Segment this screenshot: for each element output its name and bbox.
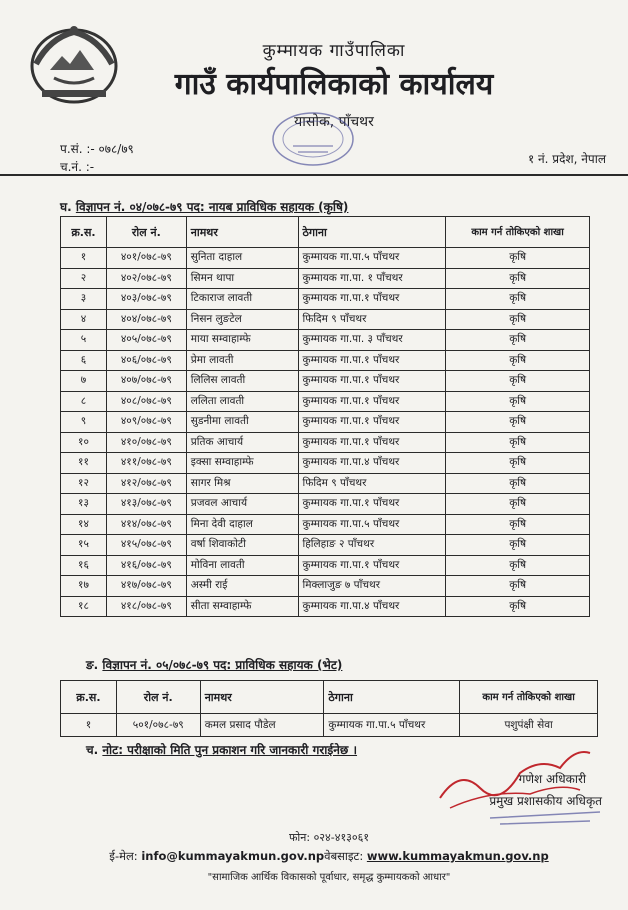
cell-branch: कृषि [446,371,590,392]
email-label: ई-मेल: [109,849,138,863]
table-row [61,576,590,597]
cell-roll: ४०७/०७८-७९ [106,371,186,392]
cell-serial: १८ [61,596,107,617]
table-row [61,309,590,330]
cell-branch: कृषि [446,576,590,597]
signatory-name: गणेश अधिकारी [518,772,586,786]
table-row [61,391,590,412]
footer-slogan: "सामाजिक आर्थिक विकासको पूर्वाधार, समृद्ध कुम्मायकको आधार" [207,872,451,883]
table-header-row [61,681,598,714]
cell-name: मिना देवी दाहाल [186,514,298,535]
table-row [61,514,590,535]
column-header-address: ठेगाना [324,681,460,714]
table-row [61,248,590,269]
footer-contact [0,849,628,864]
cell-roll: ४१७/०७८-७९ [106,576,186,597]
cell-branch: कृषि [446,248,590,269]
cell-name: वर्षा शिवाकोटी [186,535,298,556]
note-prefix: च. [86,743,99,757]
cell-address: कुम्मायक गा.पा.५ पाँचथर [298,248,446,269]
table-row [61,412,590,433]
cell-branch: कृषि [446,596,590,617]
table-row [61,535,590,556]
cell-address: कुम्मायक गा.पा.१ पाँचथर [298,289,446,310]
column-header-roll: रोल नं. [116,681,200,714]
cell-address: हिलिहाङ २ पाँचथर [298,535,446,556]
cell-name: इक्सा सम्वाहाम्फे [186,453,298,474]
column-header-roll: रोल नं. [106,217,186,248]
cell-serial: १४ [61,514,107,535]
cell-roll: ४०२/०७८-७९ [106,268,186,289]
table-row [61,371,590,392]
office-title: गाउँ कार्यपालिकाको कार्यालय [174,67,494,102]
cell-roll: ४०३/०७८-७९ [106,289,186,310]
cell-address: कुम्मायक गा.पा.१ पाँचथर [298,432,446,453]
cell-serial: ४ [61,309,107,330]
table-header-row [61,217,590,248]
cell-address: कुम्मायक गा.पा.५ पाँचथर [324,714,460,737]
cell-name: टिकाराज लावती [186,289,298,310]
letter-number: प.सं. :- ०७८/७९ [60,142,134,156]
cell-address: कुम्मायक गा.पा.१ पाँचथर [298,371,446,392]
table-row [61,494,590,515]
cell-address: फिदिम ९ पाँचथर [298,309,446,330]
cell-branch: कृषि [446,535,590,556]
cell-serial: ६ [61,350,107,371]
column-header-name: नामथर [186,217,298,248]
cell-roll: ४०९/०७८-७९ [106,412,186,433]
cell-branch: कृषि [446,350,590,371]
email-link[interactable]: info@kummayakmun.gov.np [141,849,325,863]
cell-address: कुम्मायक गा.पा.५ पाँचथर [298,514,446,535]
cell-name: माया सम्वाहाम्फे [186,330,298,351]
cell-address: कुम्मायक गा.पा. १ पाँचथर [298,268,446,289]
cell-roll: ४०६/०७८-७९ [106,350,186,371]
cell-roll: ४१६/०७८-७९ [106,555,186,576]
cell-address: कुम्मायक गा.पा.१ पाँचथर [298,350,446,371]
cell-branch: कृषि [446,473,590,494]
table-row [61,350,590,371]
column-header-branch: काम गर्न तोकिएको शाखा [446,217,590,248]
website-link[interactable]: www.kummayakmun.gov.np [366,849,549,863]
section1-prefix: घ. [60,200,72,214]
cell-name: अस्मी राई [186,576,298,597]
table-row [61,330,590,351]
cell-roll: ५०१/०७८-७९ [116,714,200,737]
column-header-serial: क्र.स. [61,217,107,248]
cell-address: कुम्मायक गा.पा.१ पाँचथर [298,412,446,433]
province: १ नं. प्रदेश, नेपाल [527,152,606,166]
cell-serial: १ [61,714,117,737]
section1-title: विज्ञापन नं. ०४/०७८-७९ पद: नायब प्राविधिक सहायक (कृषि) [75,200,349,214]
column-header-serial: क्र.स. [61,681,117,714]
signatory-title: प्रमुख प्रशासकीय अधिकृत [489,794,602,808]
dispatch-number: च.नं. :- [60,160,95,174]
table-row [61,289,590,310]
cell-serial: १६ [61,555,107,576]
cell-roll: ४१२/०७८-७९ [106,473,186,494]
cell-roll: ४११/०७८-७९ [106,453,186,474]
cell-serial: १० [61,432,107,453]
note-text: नोट: परीक्षाको मिति पुन प्रकाशन गरि जानकारी गराईनेछ । [102,743,358,757]
cell-branch: कृषि [446,268,590,289]
cell-serial: ८ [61,391,107,412]
section1-heading [60,198,348,215]
cell-branch: कृषि [446,412,590,433]
website-label: वेबसाइट: [324,849,364,863]
cell-branch: कृषि [446,453,590,474]
section1-table [60,216,590,617]
note [86,741,357,758]
cell-name: सीता सम्वाहाम्फे [186,596,298,617]
office-stamp-icon [268,108,358,170]
cell-address: फिदिम ९ पाँचथर [298,473,446,494]
table-row [61,432,590,453]
column-header-branch: काम गर्न तोकिएको शाखा [460,681,598,714]
cell-name: प्रेमा लावती [186,350,298,371]
column-header-name: नामथर [200,681,324,714]
table-row [61,555,590,576]
cell-name: सुनिता दाहाल [186,248,298,269]
cell-branch: कृषि [446,494,590,515]
table-row [61,473,590,494]
cell-serial: ७ [61,371,107,392]
cell-address: कुम्मायक गा.पा.१ पाँचथर [298,391,446,412]
cell-name: निसन लुङटेल [186,309,298,330]
cell-roll: ४०१/०७८-७९ [106,248,186,269]
cell-serial: १२ [61,473,107,494]
cell-branch: कृषि [446,289,590,310]
cell-address: कुम्मायक गा.पा.४ पाँचथर [298,453,446,474]
cell-roll: ४१३/०७८-७९ [106,494,186,515]
table-row [61,268,590,289]
cell-roll: ४१५/०७८-७९ [106,535,186,556]
cell-serial: ३ [61,289,107,310]
cell-serial: १७ [61,576,107,597]
section2-title: विज्ञापन नं. ०५/०७८-७९ पद: प्राविधिक सहायक (भेट) [102,658,343,672]
cell-name: ललिता लावती [186,391,298,412]
cell-branch: कृषि [446,555,590,576]
cell-serial: २ [61,268,107,289]
cell-name: सिमन थापा [186,268,298,289]
cell-name: सागर मिश्र [186,473,298,494]
cell-roll: ४०५/०७८-७९ [106,330,186,351]
municipality-name: कुम्मायक गाउँपालिका [262,41,406,61]
cell-address: कुम्मायक गा.पा.१ पाँचथर [298,555,446,576]
cell-branch: कृषि [446,330,590,351]
cell-serial: १ [61,248,107,269]
office-place: यासोक, पाँचथर [294,114,374,130]
cell-roll: ४१०/०७८-७९ [106,432,186,453]
cell-roll: ४१८/०७८-७९ [106,596,186,617]
section2-prefix: ङ. [86,658,99,672]
header-divider [0,174,628,176]
cell-address: कुम्मायक गा.पा.४ पाँचथर [298,596,446,617]
section2-heading [86,656,342,673]
cell-name: मोविना लावती [186,555,298,576]
column-header-address: ठेगाना [298,217,446,248]
cell-address: कुम्मायक गा.पा. ३ पाँचथर [298,330,446,351]
cell-serial: ९ [61,412,107,433]
cell-serial: १५ [61,535,107,556]
cell-name: प्रजवल आचार्य [186,494,298,515]
cell-branch: कृषि [446,309,590,330]
cell-branch: कृषि [446,432,590,453]
footer-phone: फोन: ०२४-४१३०६१ [288,831,370,844]
cell-name: लिलिस लावती [186,371,298,392]
cell-serial: १३ [61,494,107,515]
cell-address: मिक्लाजुङ ७ पाँचथर [298,576,446,597]
cell-branch: कृषि [446,514,590,535]
cell-serial: ५ [61,330,107,351]
cell-name: कमल प्रसाद पौडेल [200,714,324,737]
cell-address: कुम्मायक गा.पा.१ पाँचथर [298,494,446,515]
cell-name: प्रतिक आचार्य [186,432,298,453]
cell-branch: कृषि [446,391,590,412]
cell-roll: ४०८/०७८-७९ [106,391,186,412]
cell-name: सुडनीमा लावती [186,412,298,433]
table-row [61,453,590,474]
cell-serial: ११ [61,453,107,474]
table-row [61,596,590,617]
cell-roll: ४०४/०७८-७९ [106,309,186,330]
cell-branch: पशुपंक्षी सेवा [460,714,598,737]
cell-roll: ४१४/०७८-७९ [106,514,186,535]
